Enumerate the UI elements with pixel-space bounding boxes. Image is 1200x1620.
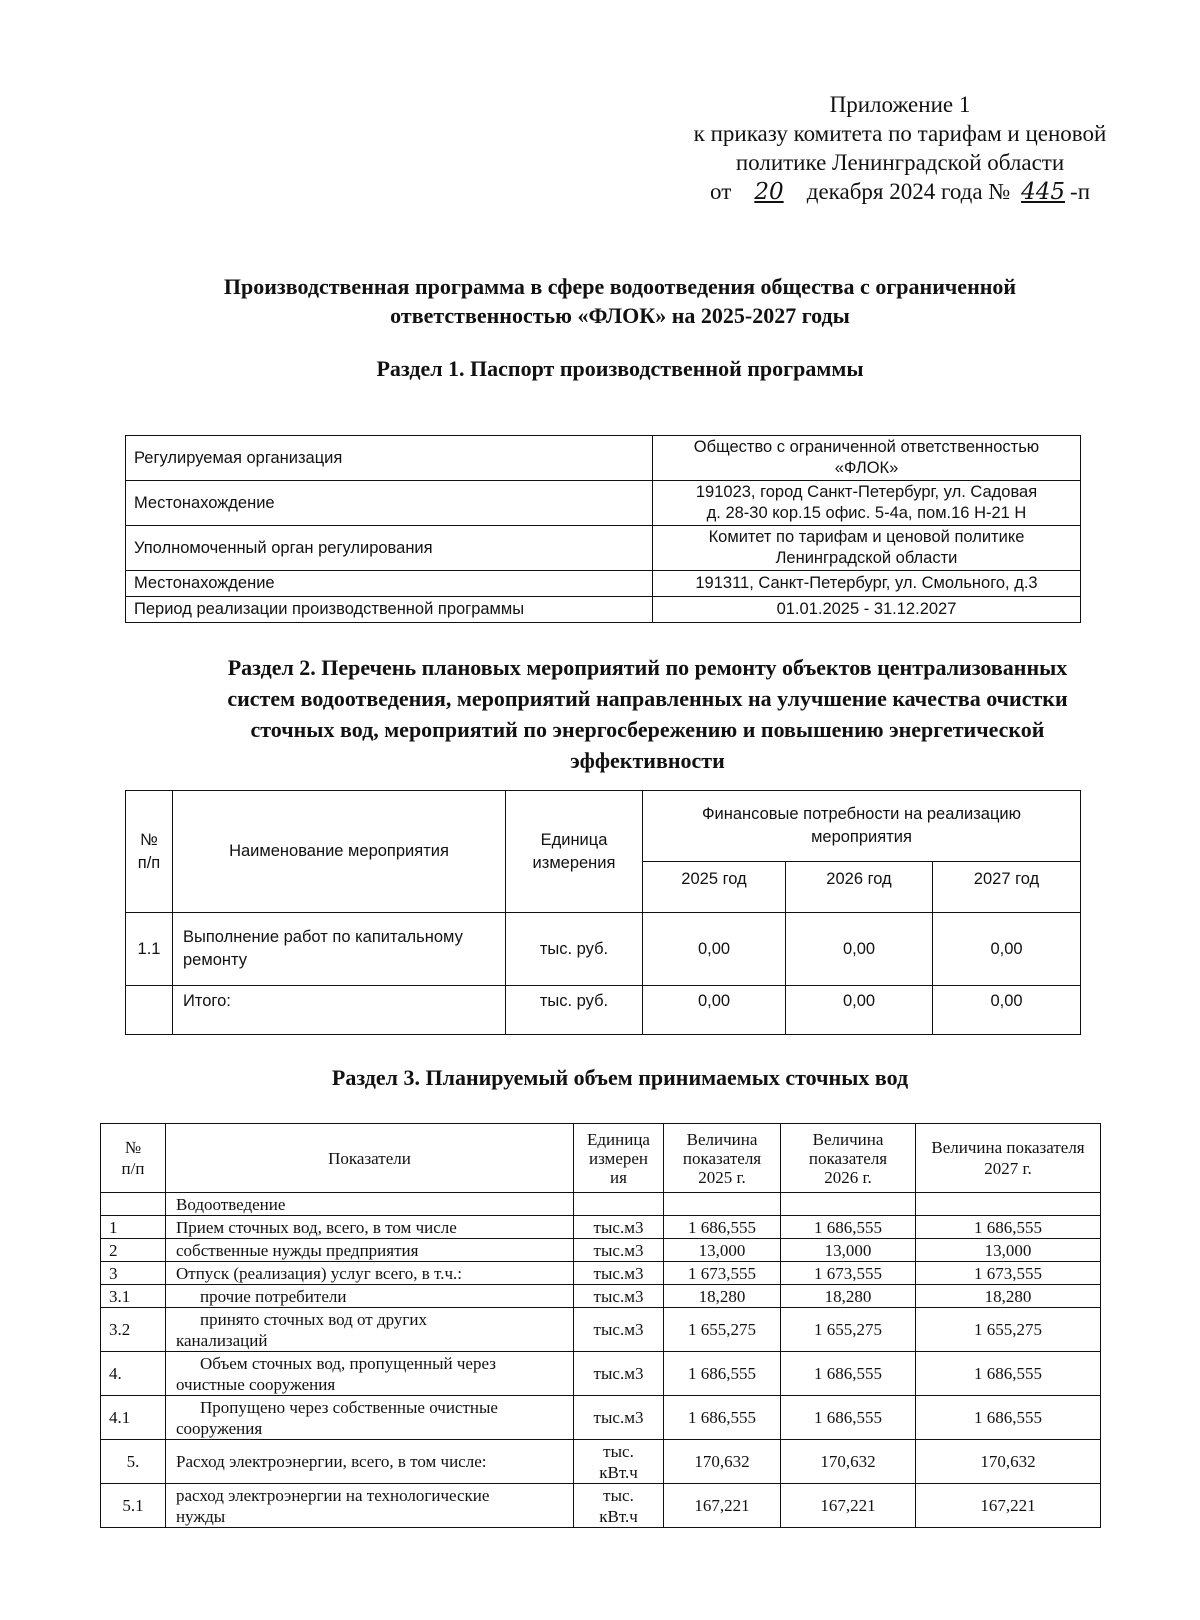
cell-indicator <box>166 1484 574 1528</box>
cell-name <box>173 913 506 986</box>
row-value: 191311, Санкт-Петербург, ул. Смольного, д.3 <box>653 571 1081 597</box>
cell-2027: 1 686,555 <box>916 1396 1101 1440</box>
passport-table <box>125 435 1081 623</box>
cell-2027: 1 673,555 <box>916 1262 1101 1285</box>
header-line: Единица <box>587 1129 650 1149</box>
cell-2027: 1 686,555 <box>916 1352 1101 1396</box>
cell-2027: 170,632 <box>916 1440 1101 1484</box>
cell-2027: 167,221 <box>916 1484 1101 1528</box>
table-header-row <box>101 1124 1101 1193</box>
header-line: Величина <box>686 1129 758 1149</box>
row-value <box>653 526 1081 571</box>
cell-indicator: Водоотведение <box>166 1193 574 1216</box>
section3-title: Раздел 3. Планируемый объем принимаемых сточных вод <box>331 1065 909 1090</box>
row-label: Период реализации производственной программы <box>126 597 653 623</box>
row-value: 01.01.2025 - 31.12.2027 <box>653 597 1081 623</box>
table-row <box>101 1352 1101 1396</box>
appendix-line2: к приказу комитета по тарифам и ценовой <box>693 121 1107 146</box>
cell-num <box>101 1193 166 1216</box>
cell-name: Итого: <box>173 986 506 1035</box>
table-row <box>101 1216 1101 1239</box>
title-line2: ответственностью «ФЛОК» на 2025-2027 годы <box>390 303 850 328</box>
cell-2025: 13,000 <box>664 1239 781 1262</box>
indicator-line: нужды <box>176 1506 226 1526</box>
cell-indicator: Прием сточных вод, всего, в том числе <box>166 1216 574 1239</box>
cell-2025: 1 673,555 <box>664 1262 781 1285</box>
section1-title: Раздел 1. Паспорт производственной программы <box>376 356 864 381</box>
name-line: Выполнение работ по капитальному <box>183 928 463 946</box>
document-title <box>170 272 1070 330</box>
unit-line: кВт.ч <box>599 1506 638 1526</box>
unit-line: кВт.ч <box>599 1462 638 1482</box>
section2-title-line: Раздел 2. Перечень плановых мероприятий по ремонту объектов централизованных <box>227 655 1068 680</box>
header-financial-needs <box>643 791 1081 862</box>
header-2027 <box>916 1124 1101 1193</box>
header-year-2026: 2026 год <box>786 862 933 913</box>
cell-indicator: Расход электроэнергии, всего, в том числе: <box>166 1440 574 1484</box>
header-2025 <box>664 1124 781 1193</box>
cell-num: 1 <box>101 1216 166 1239</box>
cell-num <box>126 986 173 1035</box>
cell-num: 5. <box>101 1440 166 1484</box>
cell-num: 3.2 <box>101 1308 166 1352</box>
table-row <box>126 436 1081 481</box>
table-row <box>126 526 1081 571</box>
header-num <box>126 791 173 913</box>
cell-indicator <box>166 1352 574 1396</box>
header-line: 2026 г. <box>824 1167 872 1187</box>
table-row <box>101 1440 1101 1484</box>
cell-2026: 13,000 <box>781 1239 916 1262</box>
cell-2025 <box>664 1193 781 1216</box>
section2-title <box>175 652 1120 776</box>
row-value <box>653 436 1081 481</box>
table-row <box>126 913 1081 986</box>
cell-2026: 1 686,555 <box>781 1216 916 1239</box>
header-name: Наименование мероприятия <box>173 791 506 913</box>
header-year-2025: 2025 год <box>643 862 786 913</box>
cell-num: 4. <box>101 1352 166 1396</box>
wastewater-volume-table <box>100 1123 1101 1528</box>
value-line: Комитет по тарифам и ценовой политике <box>708 528 1025 546</box>
table-row <box>126 597 1081 623</box>
date-prefix: от <box>710 179 732 204</box>
header-year-2027: 2027 год <box>933 862 1081 913</box>
cell-num: 1.1 <box>126 913 173 986</box>
cell-indicator: прочие потребители <box>166 1285 574 1308</box>
cell-indicator: собственные нужды предприятия <box>166 1239 574 1262</box>
cell-2027: 18,280 <box>916 1285 1101 1308</box>
cell-unit: тыс.м3 <box>574 1239 664 1262</box>
section2-title-line: сточных вод, мероприятий по энергосбережению и повышению энергетической <box>250 717 1045 742</box>
cell-unit: тыс.м3 <box>574 1285 664 1308</box>
appendix-line3: политике Ленинградской области <box>735 150 1065 175</box>
appendix-header <box>660 90 1140 207</box>
header-line: показателя <box>682 1148 762 1168</box>
cell-num: 4.1 <box>101 1396 166 1440</box>
order-suffix: -п <box>1070 179 1090 204</box>
indicator-line: очистные сооружения <box>176 1374 336 1394</box>
cell-indicator <box>166 1396 574 1440</box>
row-value <box>653 481 1081 526</box>
cell-2026: 18,280 <box>781 1285 916 1308</box>
cell-unit <box>574 1440 664 1484</box>
appendix-line1: Приложение 1 <box>829 92 971 117</box>
cell-2025: 0,00 <box>643 913 786 986</box>
table-row <box>101 1239 1101 1262</box>
row-label: Регулируемая организация <box>126 436 653 481</box>
table-row <box>126 571 1081 597</box>
title-line1: Производственная программа в сфере водоотведения общества с ограниченной <box>223 274 1017 299</box>
indicator-line: Объем сточных вод, пропущенный через <box>200 1353 496 1373</box>
cell-2025: 0,00 <box>643 986 786 1035</box>
header-line: Финансовые потребности на реализацию <box>701 805 1021 823</box>
unit-line: тыс. <box>603 1441 634 1461</box>
header-indicator: Показатели <box>166 1124 574 1193</box>
header-line: измерен <box>588 1148 649 1168</box>
cell-2026: 167,221 <box>781 1484 916 1528</box>
row-label: Уполномоченный орган регулирования <box>126 526 653 571</box>
cell-2027: 0,00 <box>933 913 1081 986</box>
unit-line: тыс. <box>603 1485 634 1505</box>
section2-title-line: эффективности <box>570 748 725 773</box>
cell-2025: 1 686,555 <box>664 1396 781 1440</box>
cell-2027: 0,00 <box>933 986 1081 1035</box>
header-line: показателя <box>808 1148 888 1168</box>
cell-2026: 0,00 <box>786 913 933 986</box>
cell-2025: 1 686,555 <box>664 1352 781 1396</box>
value-line: Общество с ограниченной ответственностью <box>693 438 1040 456</box>
cell-2026: 1 673,555 <box>781 1262 916 1285</box>
cell-2026: 0,00 <box>786 986 933 1035</box>
indicator-line: канализаций <box>176 1330 268 1350</box>
appendix-date-line <box>660 177 1140 207</box>
value-line: Ленинградской области <box>775 549 958 567</box>
cell-2026: 1 686,555 <box>781 1396 916 1440</box>
indicator-line: расход электроэнергии на технологические <box>176 1485 490 1505</box>
table-row <box>101 1484 1101 1528</box>
cell-2026: 1 655,275 <box>781 1308 916 1352</box>
indicator-line: сооружения <box>176 1418 263 1438</box>
header-line: ия <box>610 1167 627 1187</box>
cell-2025: 18,280 <box>664 1285 781 1308</box>
cell-2027: 1 686,555 <box>916 1216 1101 1239</box>
header-line: Величина показателя <box>931 1138 1085 1157</box>
header-line: измерения <box>532 853 616 872</box>
header-num <box>101 1124 166 1193</box>
cell-unit: тыс.м3 <box>574 1396 664 1440</box>
table-row <box>126 986 1081 1035</box>
value-line: 191023, город Санкт-Петербург, ул. Садовая <box>695 483 1038 501</box>
table-header-row <box>126 791 1081 862</box>
header-line: п/п <box>121 1159 145 1178</box>
header-line: п/п <box>137 853 161 872</box>
cell-unit <box>574 1484 664 1528</box>
handwritten-day: 20 <box>754 179 784 205</box>
cell-unit: тыс.м3 <box>574 1352 664 1396</box>
table-row <box>126 481 1081 526</box>
header-line: № <box>124 1138 142 1157</box>
row-label: Местонахождение <box>126 481 653 526</box>
cell-unit: тыс. руб. <box>506 986 643 1035</box>
cell-2027: 13,000 <box>916 1239 1101 1262</box>
table-row <box>101 1193 1101 1216</box>
header-line: Единица <box>540 830 608 849</box>
cell-2027 <box>916 1193 1101 1216</box>
header-line: мероприятия <box>811 828 912 846</box>
table-row <box>101 1285 1101 1308</box>
cell-num: 3.1 <box>101 1285 166 1308</box>
indicator-line: принято сточных вод от других <box>200 1309 427 1329</box>
header-line: 2025 г. <box>698 1167 746 1187</box>
cell-num: 3 <box>101 1262 166 1285</box>
cell-2026: 170,632 <box>781 1440 916 1484</box>
row-label: Местонахождение <box>126 571 653 597</box>
table-row <box>101 1308 1101 1352</box>
cell-unit: тыс.м3 <box>574 1216 664 1239</box>
header-line: Величина <box>812 1129 884 1149</box>
cell-2025: 170,632 <box>664 1440 781 1484</box>
cell-2025: 167,221 <box>664 1484 781 1528</box>
section2-title-line: систем водоотведения, мероприятий направленных на улучшение качества очистки <box>227 686 1068 711</box>
cell-unit: тыс.м3 <box>574 1308 664 1352</box>
activities-table <box>125 790 1081 1035</box>
cell-2025: 1 655,275 <box>664 1308 781 1352</box>
cell-num: 5.1 <box>101 1484 166 1528</box>
cell-num: 2 <box>101 1239 166 1262</box>
date-rest: декабря 2024 года № <box>806 179 1011 204</box>
cell-unit <box>574 1193 664 1216</box>
header-unit <box>506 791 643 913</box>
table-row <box>101 1262 1101 1285</box>
cell-2026: 1 686,555 <box>781 1352 916 1396</box>
cell-2027: 1 655,275 <box>916 1308 1101 1352</box>
cell-indicator <box>166 1308 574 1352</box>
header-unit <box>574 1124 664 1193</box>
indicator-line: Пропущено через собственные очистные <box>200 1397 498 1417</box>
handwritten-order-number: 445 <box>1021 179 1065 205</box>
header-line: 2027 г. <box>984 1159 1032 1178</box>
value-line: «ФЛОК» <box>834 459 899 477</box>
value-line: д. 28-30 кор.15 офис. 5-4а, пом.16 Н-21 Н <box>706 504 1027 522</box>
header-2026 <box>781 1124 916 1193</box>
table-row <box>101 1396 1101 1440</box>
cell-indicator: Отпуск (реализация) услуг всего, в т.ч.: <box>166 1262 574 1285</box>
name-line: ремонту <box>183 951 247 969</box>
cell-2026 <box>781 1193 916 1216</box>
header-line: № <box>140 830 158 849</box>
cell-2025: 1 686,555 <box>664 1216 781 1239</box>
cell-unit: тыс. руб. <box>506 913 643 986</box>
cell-unit: тыс.м3 <box>574 1262 664 1285</box>
